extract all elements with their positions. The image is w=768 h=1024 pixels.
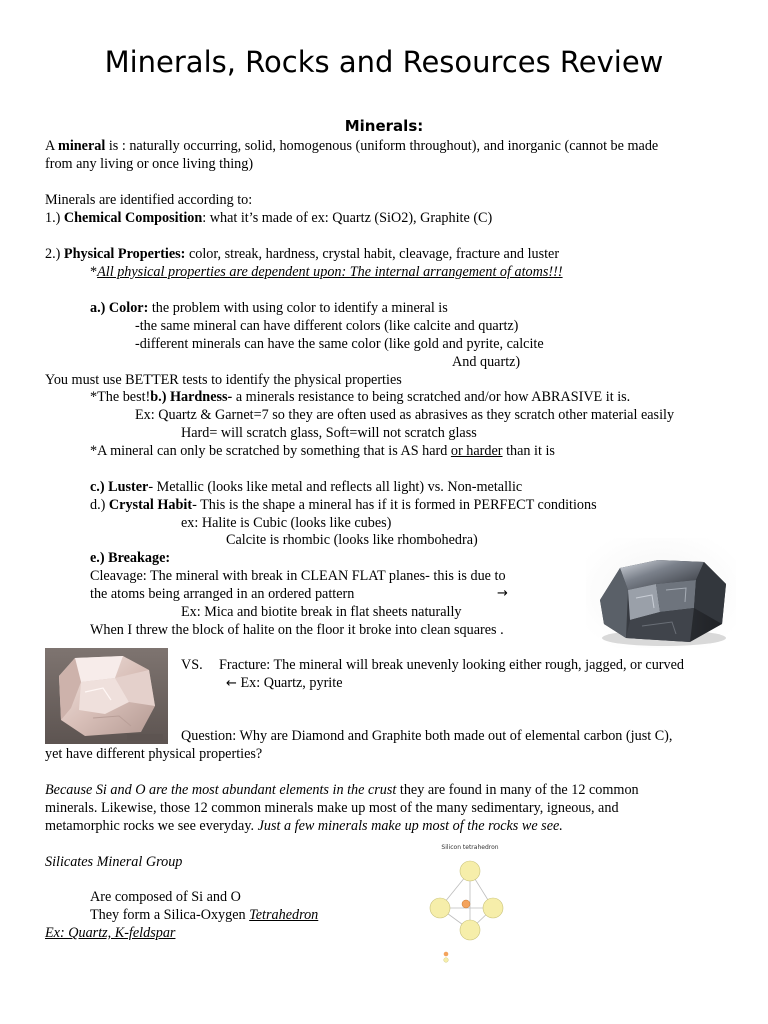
question-line1: Question: Why are Diamond and Graphite both made out of elemental carbon (just C), — [181, 728, 673, 744]
hardness-example: Ex: Quartz & Garnet=7 so they are often used as abrasives as they scratch other material easily — [135, 407, 675, 423]
crystal-habit-example1: ex: Halite is Cubic (looks like cubes) — [181, 515, 392, 531]
silicates-line1: Are composed of Si and O — [90, 889, 241, 905]
crystal-habit-example2: Calcite is rhombic (looks like rhombohedra) — [226, 532, 478, 548]
abundant-line2: minerals. Likewise, those 12 common minerals make up most of the many sedimentary, igneous, and — [45, 800, 619, 816]
cleavage-example: Ex: Mica and biotite break in flat sheets naturally — [181, 604, 462, 620]
fracture-description: Fracture: The mineral will break unevenly looking either rough, jagged, or curved — [219, 657, 685, 673]
cleavage-line1: Cleavage: The mineral with break in CLEAN FLAT planes- this is due to — [90, 568, 506, 584]
silicates-example: Ex: Quartz, K-feldspar — [45, 925, 176, 941]
luster-property: c.) Luster- Metallic (looks like metal and reflects all light) vs. Non-metallic — [90, 479, 523, 495]
diagram-title: Silicon tetrahedron — [441, 844, 499, 851]
better-tests: You must use BETTER tests to identify the physical properties — [45, 372, 402, 388]
identified-intro: Minerals are identified according to: — [45, 192, 253, 208]
physical-properties-note: *All physical properties are dependent upon: The internal arrangement of atoms!!! — [90, 264, 563, 280]
page-title: Minerals, Rocks and Resources Review — [104, 45, 664, 79]
color-line1: -the same mineral can have different colors (like calcite and quartz) — [135, 318, 519, 334]
crystal-habit-property: d.) Crystal Habit- This is the shape a mineral has if it is formed in PERFECT conditions — [90, 497, 597, 513]
oxygen-atom — [460, 861, 480, 881]
color-line3: And quartz) — [452, 354, 521, 370]
arrow-left-icon: ← — [226, 676, 237, 691]
oxygen-atom — [460, 920, 480, 940]
abundant-line1: Because Si and O are the most abundant elements in the crust they are found in many of the 12 common — [45, 782, 639, 798]
chemical-composition: 1.) Chemical Composition: what it’s made of ex: Quartz (SiO2), Graphite (C) — [45, 210, 493, 226]
silicon-atom — [462, 900, 470, 908]
silicates-line2: They form a Silica-Oxygen Tetrahedron — [90, 907, 319, 923]
color-line2: -different minerals can have the same color (like gold and pyrite, calcite — [135, 336, 544, 352]
legend-oxygen-swatch — [444, 958, 449, 963]
oxygen-atom — [483, 898, 503, 918]
abundant-line3: metamorphic rocks we see everyday. Just a few minerals make up most of the rocks we see. — [45, 818, 563, 834]
quartz-photo — [45, 648, 168, 744]
mineral-definition-line1: A mineral is : naturally occurring, solid, homogenous (uniform throughout), and inorganic (cannot be made — [45, 138, 659, 154]
breakage-heading: e.) Breakage: — [90, 550, 171, 566]
hardness-property: *The best!b.) Hardness- a minerals resistance to being scratched and/or how ABRASIVE it is. — [90, 389, 631, 405]
hardness-rule: *A mineral can only be scratched by something that is AS hard or harder than it is — [90, 443, 555, 459]
cleavage-line2: the atoms being arranged in an ordered pattern — [90, 586, 355, 602]
oxygen-atom — [430, 898, 450, 918]
silicates-title: Silicates Mineral Group — [45, 854, 183, 870]
question-line2: yet have different physical properties? — [45, 746, 263, 762]
fracture-example: ← Ex: Quartz, pyrite — [226, 675, 343, 691]
physical-properties: 2.) Physical Properties: color, streak, hardness, crystal habit, cleavage, fracture and luster — [45, 246, 560, 262]
arrow-right-icon: → — [497, 586, 508, 601]
mineral-definition-line2: from any living or once living thing) — [45, 156, 254, 172]
legend-silicon-swatch — [444, 952, 449, 957]
hardness-hard-soft: Hard= will scratch glass, Soft=will not scratch glass — [181, 425, 477, 441]
fracture-vs: VS. — [181, 657, 203, 673]
silicon-tetrahedron-diagram — [420, 840, 520, 965]
color-property: a.) Color: the problem with using color to identify a mineral is — [90, 300, 448, 316]
section-heading-minerals: Minerals: — [344, 117, 424, 135]
halite-observation: When I threw the block of halite on the floor it broke into clean squares . — [90, 622, 504, 638]
galena-photo — [586, 538, 736, 648]
